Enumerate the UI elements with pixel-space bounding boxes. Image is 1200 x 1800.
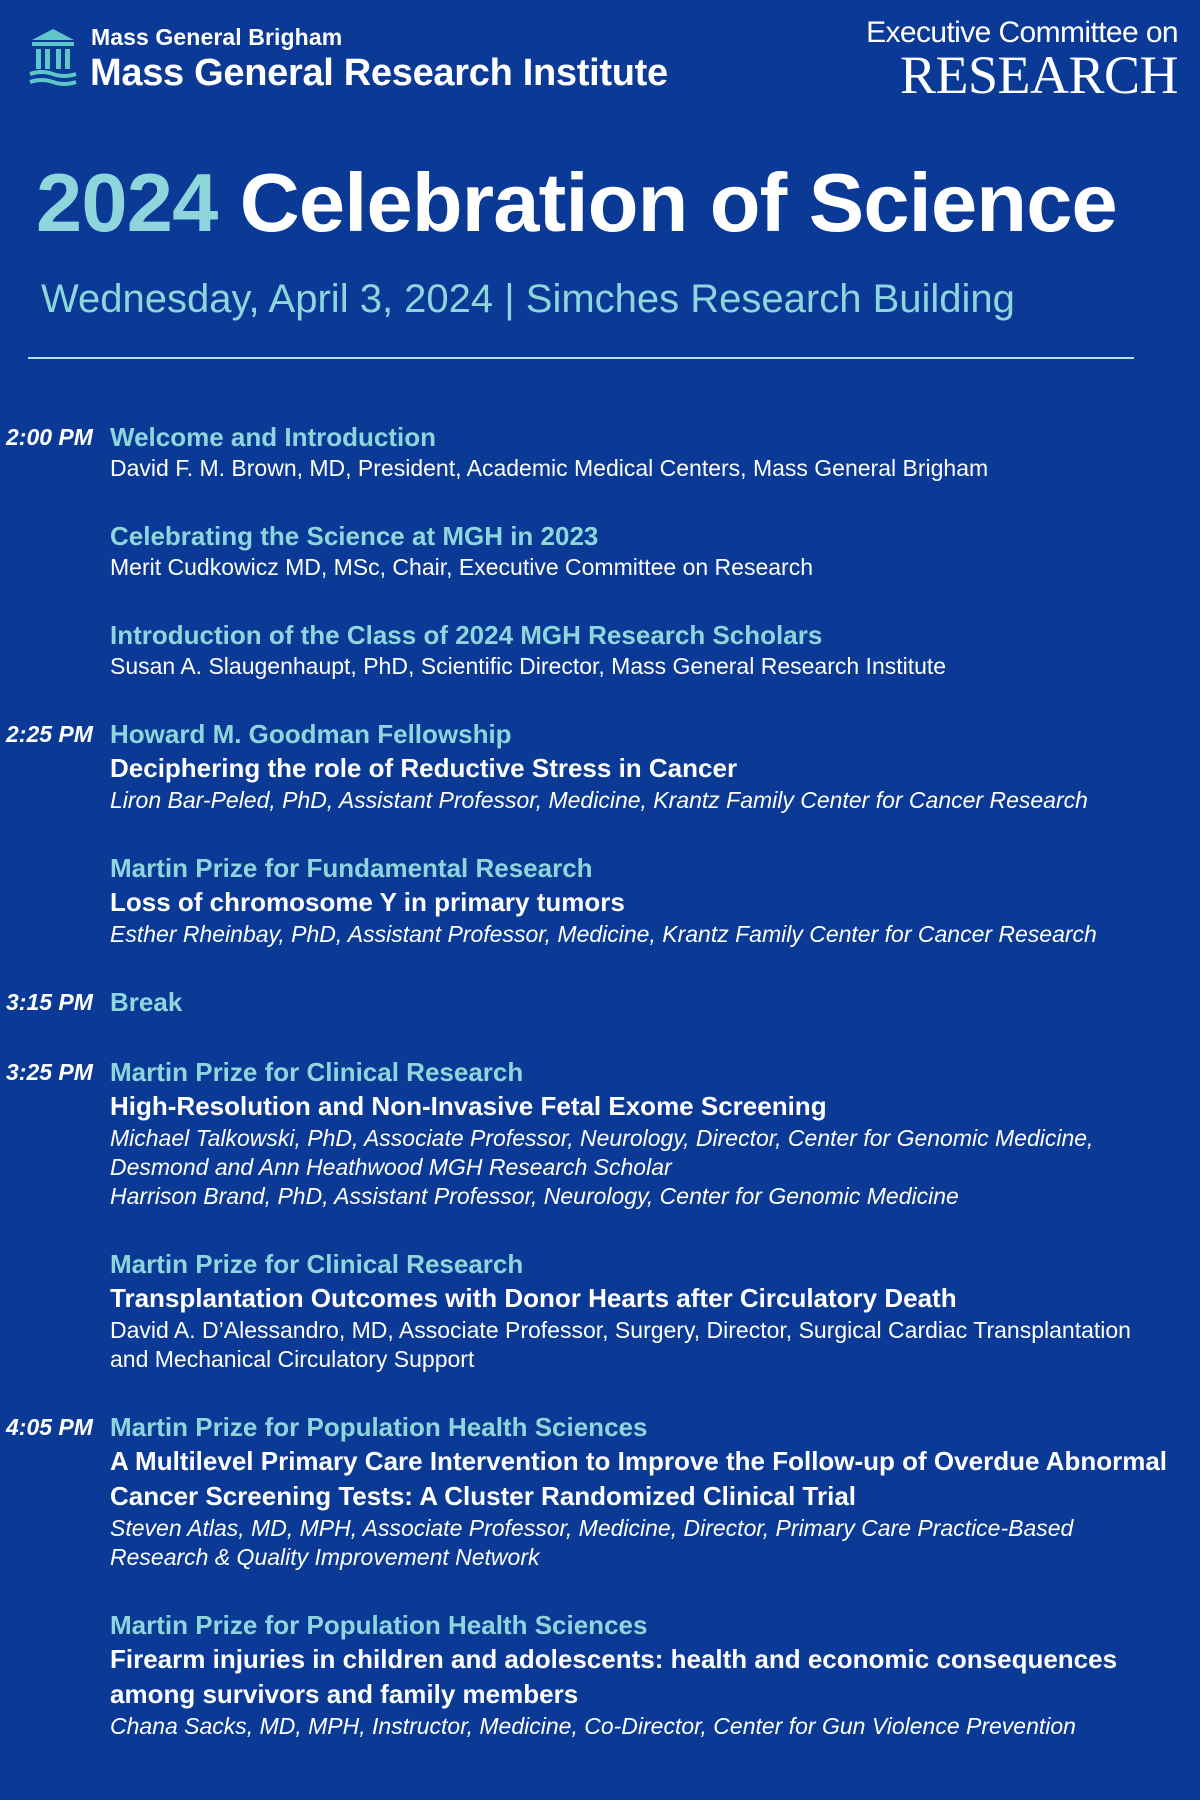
agenda-item bbox=[0, 851, 1200, 949]
title-text: Celebration of Science bbox=[239, 156, 1117, 249]
agenda-item bbox=[0, 1410, 1200, 1572]
committee-logo bbox=[866, 16, 1178, 105]
agenda-item bbox=[0, 1608, 1200, 1741]
speaker-line: Chana Sacks, MD, MPH, Instructor, Medicine, Co-Director, Center for Gun Violence Prevention bbox=[110, 1713, 1076, 1739]
talk-title: Deciphering the role of Reductive Stress in Cancer bbox=[110, 753, 738, 783]
agenda-time: 4:05 PM bbox=[6, 1414, 93, 1440]
header bbox=[0, 0, 1200, 120]
agenda-time: 2:00 PM bbox=[6, 424, 93, 450]
brand-institute-name: Mass General Research Institute bbox=[90, 52, 668, 94]
agenda-heading: Martin Prize for Clinical Research bbox=[110, 1249, 524, 1279]
agenda-item bbox=[0, 420, 1200, 483]
speaker-line: Steven Atlas, MD, MPH, Associate Professor, Medicine, Director, Primary Care Practice-Based bbox=[110, 1515, 1074, 1541]
event-date-location: Wednesday, April 3, 2024 | Simches Research Building bbox=[41, 277, 1015, 321]
agenda-item bbox=[0, 717, 1200, 815]
agenda-time: 2:25 PM bbox=[6, 721, 93, 747]
speaker-line: Merit Cudkowicz MD, MSc, Chair, Executive Committee on Research bbox=[110, 554, 813, 580]
agenda-heading: Howard M. Goodman Fellowship bbox=[110, 719, 512, 749]
agenda-time: 3:15 PM bbox=[6, 989, 93, 1015]
agenda-heading: Martin Prize for Clinical Research bbox=[110, 1057, 524, 1087]
speaker-line: Michael Talkowski, PhD, Associate Professor, Neurology, Director, Center for Genomic Medicine, bbox=[110, 1125, 1094, 1151]
brand-parent-name: Mass General Brigham bbox=[91, 24, 343, 50]
agenda-item bbox=[0, 1055, 1200, 1211]
speaker-line: Research & Quality Improvement Network bbox=[110, 1544, 540, 1570]
agenda bbox=[0, 420, 1200, 1741]
agenda-heading: Introduction of the Class of 2024 MGH Research Scholars bbox=[110, 620, 823, 650]
pillars-icon bbox=[28, 26, 78, 88]
page-title bbox=[36, 155, 1117, 251]
talk-title: Firearm injuries in children and adolescents: health and economic consequences among survivors and family members bbox=[110, 1644, 1118, 1709]
talk-title: Loss of chromosome Y in primary tumors bbox=[110, 887, 625, 917]
divider bbox=[28, 357, 1134, 359]
speaker-line: David F. M. Brown, MD, President, Academic Medical Centers, Mass General Brigham bbox=[110, 455, 989, 481]
agenda-item bbox=[0, 985, 1200, 1019]
agenda-item bbox=[0, 519, 1200, 582]
agenda-item bbox=[0, 1247, 1200, 1374]
committee-line1: Executive Committee on bbox=[866, 16, 1178, 49]
speaker-line: Susan A. Slaugenhaupt, PhD, Scientific Director, Mass General Research Institute bbox=[110, 653, 947, 679]
speaker-line: Esther Rheinbay, PhD, Assistant Professor, Medicine, Krantz Family Center for Cancer Research bbox=[110, 921, 1097, 947]
speaker-line: Desmond and Ann Heathwood MGH Research Scholar bbox=[110, 1154, 672, 1180]
agenda-heading: Break bbox=[110, 987, 183, 1017]
title-year: 2024 bbox=[36, 156, 218, 249]
agenda-heading: Celebrating the Science at MGH in 2023 bbox=[110, 521, 599, 551]
agenda-heading: Martin Prize for Population Health Sciences bbox=[110, 1412, 648, 1442]
speaker-line: Harrison Brand, PhD, Assistant Professor, Neurology, Center for Genomic Medicine bbox=[110, 1183, 959, 1209]
agenda-item bbox=[0, 618, 1200, 681]
speaker-line: David A. D’Alessandro, MD, Associate Professor, Surgery, Director, Surgical Cardiac Transplantation bbox=[110, 1317, 1131, 1343]
committee-line2: RESEARCH bbox=[899, 45, 1178, 105]
agenda-heading: Welcome and Introduction bbox=[110, 422, 436, 452]
agenda-time: 3:25 PM bbox=[6, 1059, 93, 1085]
agenda-heading: Martin Prize for Population Health Sciences bbox=[110, 1610, 648, 1640]
speaker-line: and Mechanical Circulatory Support bbox=[110, 1346, 475, 1372]
talk-title: Transplantation Outcomes with Donor Hearts after Circulatory Death bbox=[110, 1283, 957, 1313]
talk-title: High-Resolution and Non-Invasive Fetal Exome Screening bbox=[110, 1091, 827, 1121]
speaker-line: Liron Bar-Peled, PhD, Assistant Professor, Medicine, Krantz Family Center for Cancer Research bbox=[110, 787, 1088, 813]
talk-title: A Multilevel Primary Care Intervention to Improve the Follow-up of Overdue Abnormal Cancer Screening Tests: A Cluster Randomized Clinical Trial bbox=[110, 1446, 1168, 1511]
agenda-heading: Martin Prize for Fundamental Research bbox=[110, 853, 593, 883]
